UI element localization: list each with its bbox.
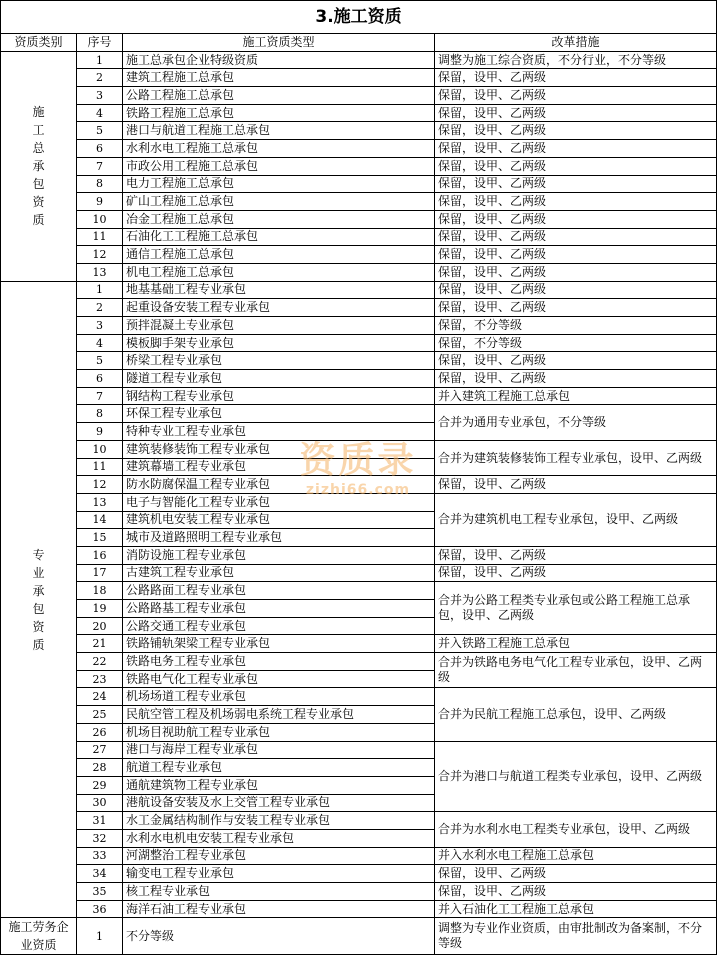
reform-measure: 保留，设甲、乙两级 xyxy=(435,140,717,158)
qualification-type: 古建筑工程专业承包 xyxy=(123,564,435,582)
reform-measure: 合并为公路工程类专业承包或公路工程施工总承包，设甲、乙两级 xyxy=(435,582,717,635)
qualification-type: 冶金工程施工总承包 xyxy=(123,210,435,228)
qualification-type: 钢结构工程专业承包 xyxy=(123,387,435,405)
table-row xyxy=(1,387,717,405)
row-number: 11 xyxy=(77,458,123,476)
row-number: 28 xyxy=(77,759,123,777)
row-number: 7 xyxy=(77,387,123,405)
table-row xyxy=(1,370,717,388)
row-number: 29 xyxy=(77,776,123,794)
qualification-type: 预拌混凝土专业承包 xyxy=(123,317,435,335)
row-number: 1 xyxy=(77,281,123,299)
row-number: 17 xyxy=(77,564,123,582)
qualification-type: 铁路电气化工程专业承包 xyxy=(123,670,435,688)
table-row xyxy=(1,299,717,317)
header-type: 施工资质类型 xyxy=(123,34,435,52)
row-number: 2 xyxy=(77,69,123,87)
qualification-type: 机场目视助航工程专业承包 xyxy=(123,723,435,741)
reform-measure: 保留，不分等级 xyxy=(435,334,717,352)
reform-measure: 保留，设甲、乙两级 xyxy=(435,122,717,140)
row-number: 33 xyxy=(77,847,123,865)
table-row xyxy=(1,546,717,564)
table-row xyxy=(1,847,717,865)
watermark-text: 资质录 xyxy=(299,440,417,481)
qualification-type: 矿山工程施工总承包 xyxy=(123,193,435,211)
table-row xyxy=(1,104,717,122)
qualification-type: 港口与海岸工程专业承包 xyxy=(123,741,435,759)
qualification-type: 特种专业工程专业承包 xyxy=(123,423,435,441)
category-cell: 施工劳务企业资质 xyxy=(1,918,77,955)
row-number: 20 xyxy=(77,617,123,635)
qualification-type: 机场场道工程专业承包 xyxy=(123,688,435,706)
table-row xyxy=(1,582,717,600)
reform-measure: 合并为水利水电工程类专业承包，设甲、乙两级 xyxy=(435,812,717,847)
table-row xyxy=(1,246,717,264)
row-number: 5 xyxy=(77,352,123,370)
row-number: 1 xyxy=(77,51,123,69)
reform-measure: 保留，设甲、乙两级 xyxy=(435,246,717,264)
row-number: 9 xyxy=(77,423,123,441)
table-row xyxy=(1,918,717,955)
table-row xyxy=(1,193,717,211)
watermark-url: zizhi66.com xyxy=(305,482,411,498)
row-number: 10 xyxy=(77,210,123,228)
reform-measure: 保留，设甲、乙两级 xyxy=(435,564,717,582)
table-row xyxy=(1,122,717,140)
table-row xyxy=(1,812,717,830)
row-number: 6 xyxy=(77,370,123,388)
qualification-type: 公路路基工程专业承包 xyxy=(123,600,435,618)
qualification-type: 机电工程施工总承包 xyxy=(123,263,435,281)
row-number: 32 xyxy=(77,829,123,847)
row-number: 12 xyxy=(77,476,123,494)
reform-measure: 并入石油化工工程施工总承包 xyxy=(435,900,717,918)
row-number: 25 xyxy=(77,706,123,724)
reform-measure: 合并为港口与航道工程类专业承包，设甲、乙两级 xyxy=(435,741,717,812)
reform-measure: 保留，设甲、乙两级 xyxy=(435,299,717,317)
reform-measure: 保留，设甲、乙两级 xyxy=(435,370,717,388)
reform-measure: 合并为铁路电务电气化工程专业承包，设甲、乙两级 xyxy=(435,653,717,688)
row-number: 5 xyxy=(77,122,123,140)
reform-measure: 合并为通用专业承包，不分等级 xyxy=(435,405,717,440)
table-row xyxy=(1,741,717,759)
row-number: 4 xyxy=(77,334,123,352)
row-number: 8 xyxy=(77,175,123,193)
qualification-type: 航道工程专业承包 xyxy=(123,759,435,777)
qualification-type: 铁路工程施工总承包 xyxy=(123,104,435,122)
row-number: 7 xyxy=(77,157,123,175)
qualification-type: 起重设备安装工程专业承包 xyxy=(123,299,435,317)
qualification-type: 环保工程专业承包 xyxy=(123,405,435,423)
qualification-type: 港口与航道工程施工总承包 xyxy=(123,122,435,140)
row-number: 23 xyxy=(77,670,123,688)
row-number: 19 xyxy=(77,600,123,618)
qualification-type: 海洋石油工程专业承包 xyxy=(123,900,435,918)
reform-measure: 保留，设甲、乙两级 xyxy=(435,69,717,87)
title-row xyxy=(1,1,717,34)
table-row xyxy=(1,140,717,158)
reform-measure: 保留，设甲、乙两级 xyxy=(435,883,717,901)
reform-measure: 调整为专业作业资质，由审批制改为备案制，不分等级 xyxy=(435,918,717,955)
reform-measure: 并入建筑工程施工总承包 xyxy=(435,387,717,405)
reform-measure: 保留，设甲、乙两级 xyxy=(435,87,717,105)
table-row xyxy=(1,900,717,918)
table-row xyxy=(1,405,717,423)
table-row xyxy=(1,157,717,175)
qualification-type: 公路工程施工总承包 xyxy=(123,87,435,105)
qualification-type: 水利水电机电安装工程专业承包 xyxy=(123,829,435,847)
header-measure: 改革措施 xyxy=(435,34,717,52)
row-number: 2 xyxy=(77,299,123,317)
table-row xyxy=(1,69,717,87)
qualification-type: 输变电工程专业承包 xyxy=(123,865,435,883)
row-number: 3 xyxy=(77,87,123,105)
table-row xyxy=(1,688,717,706)
table-row xyxy=(1,564,717,582)
reform-measure: 保留，设甲、乙两级 xyxy=(435,193,717,211)
table-row xyxy=(1,317,717,335)
row-number: 4 xyxy=(77,104,123,122)
table-row xyxy=(1,635,717,653)
category-cell: 施 工 总 承 包 资 质 xyxy=(1,51,77,281)
reform-measure: 保留，设甲、乙两级 xyxy=(435,281,717,299)
row-number: 22 xyxy=(77,653,123,671)
qualification-type: 电力工程施工总承包 xyxy=(123,175,435,193)
table-row xyxy=(1,175,717,193)
row-number: 9 xyxy=(77,193,123,211)
table-row xyxy=(1,883,717,901)
reform-measure: 保留，设甲、乙两级 xyxy=(435,228,717,246)
row-number: 24 xyxy=(77,688,123,706)
reform-measure: 调整为施工综合资质，不分行业，不分等级 xyxy=(435,51,717,69)
row-number: 1 xyxy=(77,918,123,955)
reform-measure: 保留，设甲、乙两级 xyxy=(435,175,717,193)
row-number: 18 xyxy=(77,582,123,600)
reform-measure: 保留，设甲、乙两级 xyxy=(435,546,717,564)
qualification-type: 港航设备安装及水上交管工程专业承包 xyxy=(123,794,435,812)
header-row xyxy=(1,34,717,52)
row-number: 10 xyxy=(77,440,123,458)
table-row xyxy=(1,51,717,69)
qualification-type: 施工总承包企业特级资质 xyxy=(123,51,435,69)
qualification-type: 建筑装修装饰工程专业承包 xyxy=(123,440,435,458)
row-number: 11 xyxy=(77,228,123,246)
qualification-type: 不分等级 xyxy=(123,918,435,955)
reform-measure: 合并为民航工程施工总承包，设甲、乙两级 xyxy=(435,688,717,741)
qualification-type: 核工程专业承包 xyxy=(123,883,435,901)
reform-measure: 保留，设甲、乙两级 xyxy=(435,865,717,883)
table-row xyxy=(1,653,717,671)
qualification-type: 石油化工工程施工总承包 xyxy=(123,228,435,246)
table-row xyxy=(1,228,717,246)
qualification-type: 建筑幕墙工程专业承包 xyxy=(123,458,435,476)
qualification-type: 建筑机电安装工程专业承包 xyxy=(123,511,435,529)
row-number: 31 xyxy=(77,812,123,830)
qualification-type: 地基基础工程专业承包 xyxy=(123,281,435,299)
qualification-type: 水利水电工程施工总承包 xyxy=(123,140,435,158)
row-number: 36 xyxy=(77,900,123,918)
qualification-type: 河湖整治工程专业承包 xyxy=(123,847,435,865)
reform-measure: 保留，设甲、乙两级 xyxy=(435,476,717,494)
qualification-type: 消防设施工程专业承包 xyxy=(123,546,435,564)
qualification-type: 水工金属结构制作与安装工程专业承包 xyxy=(123,812,435,830)
qualification-type: 建筑工程施工总承包 xyxy=(123,69,435,87)
table-row xyxy=(1,334,717,352)
row-number: 13 xyxy=(77,493,123,511)
table-row xyxy=(1,281,717,299)
table-row xyxy=(1,476,717,494)
qualification-type: 铁路电务工程专业承包 xyxy=(123,653,435,671)
row-number: 6 xyxy=(77,140,123,158)
qualification-type: 公路交通工程专业承包 xyxy=(123,617,435,635)
table-title: 3.施工资质 xyxy=(1,1,717,34)
reform-measure: 保留，设甲、乙两级 xyxy=(435,263,717,281)
reform-measure: 合并为建筑装修装饰工程专业承包，设甲、乙两级 xyxy=(435,440,717,475)
table-row xyxy=(1,865,717,883)
reform-measure: 保留，设甲、乙两级 xyxy=(435,157,717,175)
qualification-type: 公路路面工程专业承包 xyxy=(123,582,435,600)
reform-measure: 合并为建筑机电工程专业承包，设甲、乙两级 xyxy=(435,493,717,546)
row-number: 16 xyxy=(77,546,123,564)
row-number: 27 xyxy=(77,741,123,759)
row-number: 21 xyxy=(77,635,123,653)
row-number: 8 xyxy=(77,405,123,423)
qualification-type: 民航空管工程及机场弱电系统工程专业承包 xyxy=(123,706,435,724)
qualification-type: 防水防腐保温工程专业承包 xyxy=(123,476,435,494)
row-number: 14 xyxy=(77,511,123,529)
table-row xyxy=(1,352,717,370)
qualification-type: 电子与智能化工程专业承包 xyxy=(123,493,435,511)
reform-measure: 保留，设甲、乙两级 xyxy=(435,104,717,122)
table-row xyxy=(1,440,717,458)
table-row xyxy=(1,263,717,281)
header-category: 资质类别 xyxy=(1,34,77,52)
row-number: 12 xyxy=(77,246,123,264)
row-number: 3 xyxy=(77,317,123,335)
reform-measure: 并入水利水电工程施工总承包 xyxy=(435,847,717,865)
qualification-type: 铁路铺轨架梁工程专业承包 xyxy=(123,635,435,653)
reform-measure: 保留，设甲、乙两级 xyxy=(435,352,717,370)
row-number: 30 xyxy=(77,794,123,812)
qualification-type: 通航建筑物工程专业承包 xyxy=(123,776,435,794)
qualification-type: 桥梁工程专业承包 xyxy=(123,352,435,370)
qualification-type: 隧道工程专业承包 xyxy=(123,370,435,388)
row-number: 35 xyxy=(77,883,123,901)
row-number: 15 xyxy=(77,529,123,547)
reform-measure: 保留，设甲、乙两级 xyxy=(435,210,717,228)
row-number: 13 xyxy=(77,263,123,281)
qualification-type: 市政公用工程施工总承包 xyxy=(123,157,435,175)
table-row xyxy=(1,493,717,511)
category-cell: 专 业 承 包 资 质 xyxy=(1,281,77,918)
header-number: 序号 xyxy=(77,34,123,52)
reform-measure: 并入铁路工程施工总承包 xyxy=(435,635,717,653)
row-number: 26 xyxy=(77,723,123,741)
row-number: 34 xyxy=(77,865,123,883)
reform-measure: 保留，不分等级 xyxy=(435,317,717,335)
qualification-type: 模板脚手架专业承包 xyxy=(123,334,435,352)
qualification-type: 城市及道路照明工程专业承包 xyxy=(123,529,435,547)
table-row xyxy=(1,87,717,105)
table-row xyxy=(1,210,717,228)
qualification-type: 通信工程施工总承包 xyxy=(123,246,435,264)
